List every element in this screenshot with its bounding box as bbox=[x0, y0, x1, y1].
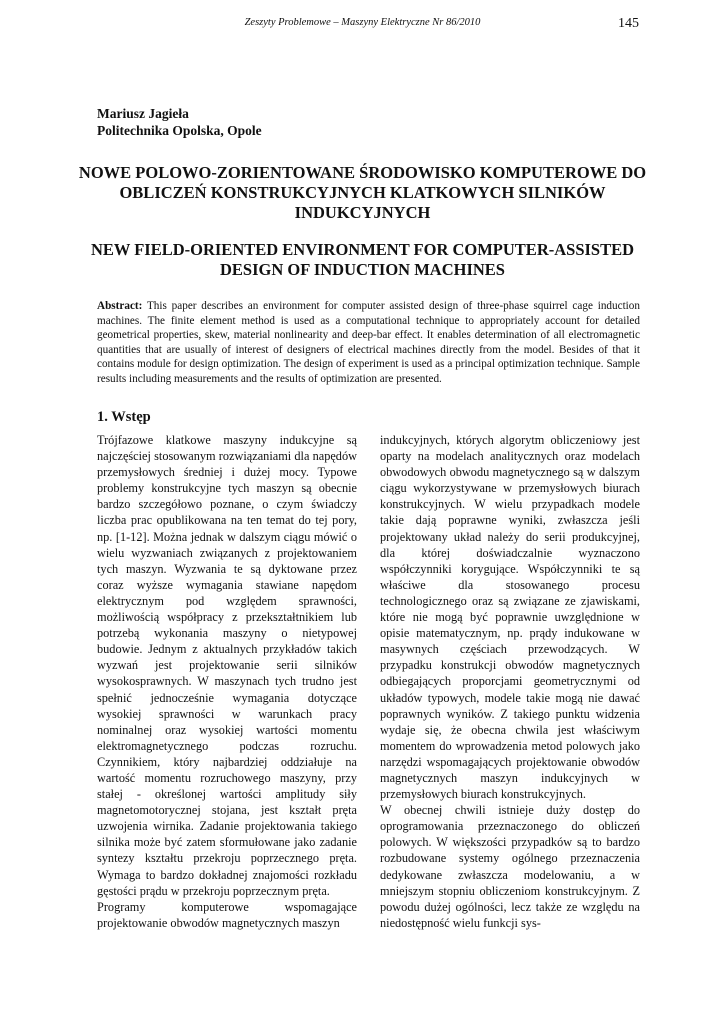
title-polish: NOWE POLOWO-ZORIENTOWANE ŚRODOWISKO KOMPUTEROWE DO OBLICZEŃ KONSTRUKCYJNYCH KLATKOWYCH SILNIKÓW INDUKCYJNYCH bbox=[78, 163, 647, 222]
right-column bbox=[380, 432, 640, 931]
author-block bbox=[97, 105, 262, 139]
author-affiliation: Politechnika Opolska, Opole bbox=[97, 123, 262, 138]
left-column bbox=[97, 432, 357, 931]
abstract bbox=[97, 299, 640, 387]
section-title: 1. Wstęp bbox=[97, 409, 151, 425]
abstract-label: Abstract: bbox=[97, 300, 143, 312]
paragraph: W obecnej chwili istnieje duży dostęp do oprogramowania przeznaczonego do obliczeń polowych. W większości przypadków są to bardzo rozbudowane systemy ogólnego przeznaczenia dedykowane zwłaszcza modelowaniu, a w mniejszym stopniu obliczeniom konstrukcyjnym. Z powodu dużej ogólności, lecz także ze względu na niedostępność wielu funkcji sys- bbox=[380, 803, 640, 930]
paragraph: Programy komputerowe wspomagające projektowanie obwodów magnetycznych maszyn bbox=[97, 899, 357, 930]
paragraph: indukcyjnych, których algorytm obliczeniowy jest oparty na modelach analitycznych oraz modelach obwodowych obwodu magnetycznego są w dalszym ciągu wykorzystywane w przemysłowych biurach konstrukcyjnych. W wielu przypadkach modele takie dają poprawne wyniki, zwłaszcza jeśli projektowany układ należy do serii produkcyjnej, dla której doświadczalnie wyznaczono współczynniki korygujące. Współczynniki te są właściwe dla stosowanego procesu technologicznego oraz są związane ze zjawiskami, które nie mogą być poprawnie uwzględnione w opisie matematycznym, np. prądy indukowane w masywnych częściach przewodzących. W przypadku konstrukcji obwodów magnetycznych odbiegających proporcjami geometrycznymi od układów typowych, modele takie mogą nie dawać poprawnych wyników. Z takiego punktu widzenia wydaje się, że obecna chwila jest właściwym momentem do wprowadzenia metod polowych jako narzędzi wspomagających projektowanie obwodów magnetycznych maszyn indukcyjnych w przemysłowych biurach konstrukcyjnych. bbox=[380, 433, 640, 802]
page-number: 145 bbox=[618, 16, 639, 31]
journal-header: Zeszyty Problemowe – Maszyny Elektryczne Nr 86/2010 bbox=[244, 17, 481, 28]
title-english: NEW FIELD-ORIENTED ENVIRONMENT FOR COMPUTER-ASSISTED DESIGN OF INDUCTION MACHINES bbox=[90, 240, 635, 279]
abstract-text: This paper describes an environment for computer assisted design of three-phase squirrel cage induction machines. The finite element method is used as a computational technique to appropriately account for detailed geometrical properties, skew, material nonlinearity and deep-bar effect. It enables determination of all electromagnetic quantities that are usually of interest of designers of electrical machines directly from the model. Besides of that it contains module for design optimization. The design of experiment is used as a principal optimization technique. Sample results including measurements and the results of optimization are presented. bbox=[97, 300, 640, 385]
author-name: Mariusz Jagieła bbox=[97, 106, 189, 121]
paragraph: Trójfazowe klatkowe maszyny indukcyjne są najczęściej stosowanym rozwiązaniami dla napędów przemysłowych średniej i dużej mocy. Typowe problemy konstrukcyjne tych maszyn są obecnie bardzo szczegółowo poznane, o czym świadczy liczba prac opublikowana na ten temat do tej pory, np. [1-12]. Można jednak w dalszym ciągu mówić o wielu wyzwaniach związanych z projektowaniem tych maszyn. Wyzwania te są dyktowane przez coraz wyższe wymagania stawiane napędom elektrycznym pod względem sprawności, możliwością współpracy z przekształtnikiem lub potrzebą wykonania maszyny o nietypowej budowie. Jednym z aktualnych przykładów takich wyzwań jest projektowanie serii silników wysokosprawnych. W maszynach tych trudno jest spełnić jednocześnie wymagania dotyczące wysokiej sprawności w warunkach pracy nominalnej oraz wysokiej wartości momentu elektromagnetycznego podczas rozruchu. Czynnikiem, który najbardziej oddziałuje na wartość momentu rozruchowego maszyny, przy stałej - określonej wartości amplitudy siły magnetomotorycznej stojana, jest kształt pręta uzwojenia wirnika. Zadanie projektowania takiego silnika może być zatem sformułowane jako zadanie syntezy kształtu przekroju poprzecznego pręta. Wymaga to bardzo dokładnej znajomości rozkładu gęstości prądu w przekroju poprzecznym pręta. bbox=[97, 433, 357, 898]
